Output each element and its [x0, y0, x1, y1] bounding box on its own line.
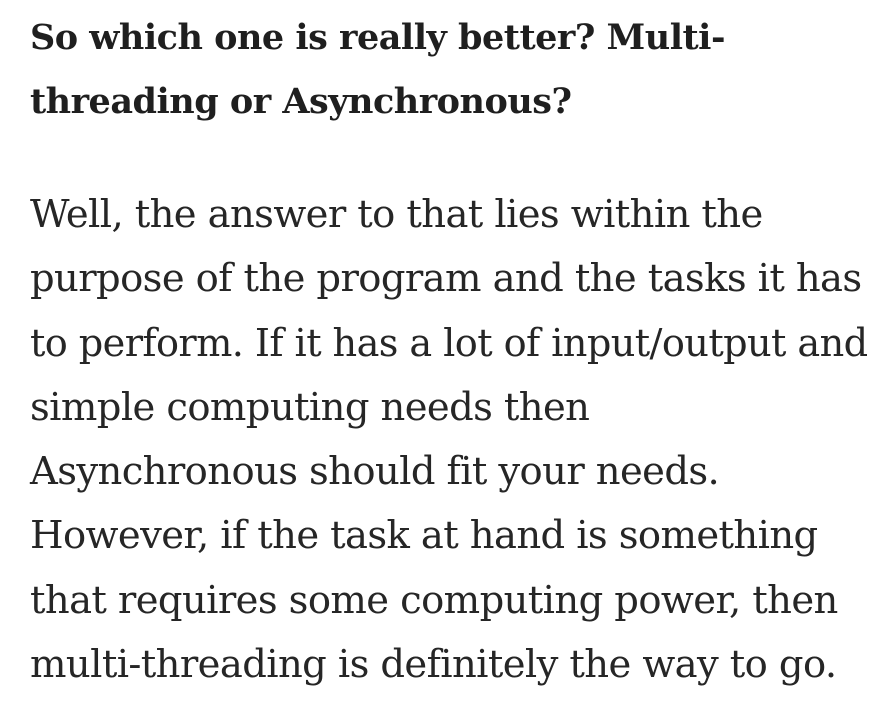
- heading-line: threading or Asynchronous?: [30, 81, 572, 122]
- paragraph-line: However, if the task at hand is something: [30, 513, 818, 559]
- paragraph-line: Asynchronous should fit your needs.: [30, 449, 720, 495]
- paragraph-line: simple computing needs then: [30, 384, 590, 430]
- paragraph-line: that requires some computing power, then: [30, 577, 838, 623]
- paragraph-line: Well, the answer to that lies within the: [30, 192, 763, 237]
- heading-line: So which one is really better? Multi-: [30, 17, 726, 58]
- article-excerpt: [30, 0, 870, 697]
- paragraph-line: multi-threading is definitely the way to go.: [30, 642, 837, 688]
- body-paragraph: [30, 183, 870, 697]
- section-heading: [30, 0, 870, 134]
- paragraph-line: purpose of the program and the tasks it has: [30, 256, 862, 302]
- paragraph-line: to perform. If it has a lot of input/output and: [30, 320, 868, 366]
